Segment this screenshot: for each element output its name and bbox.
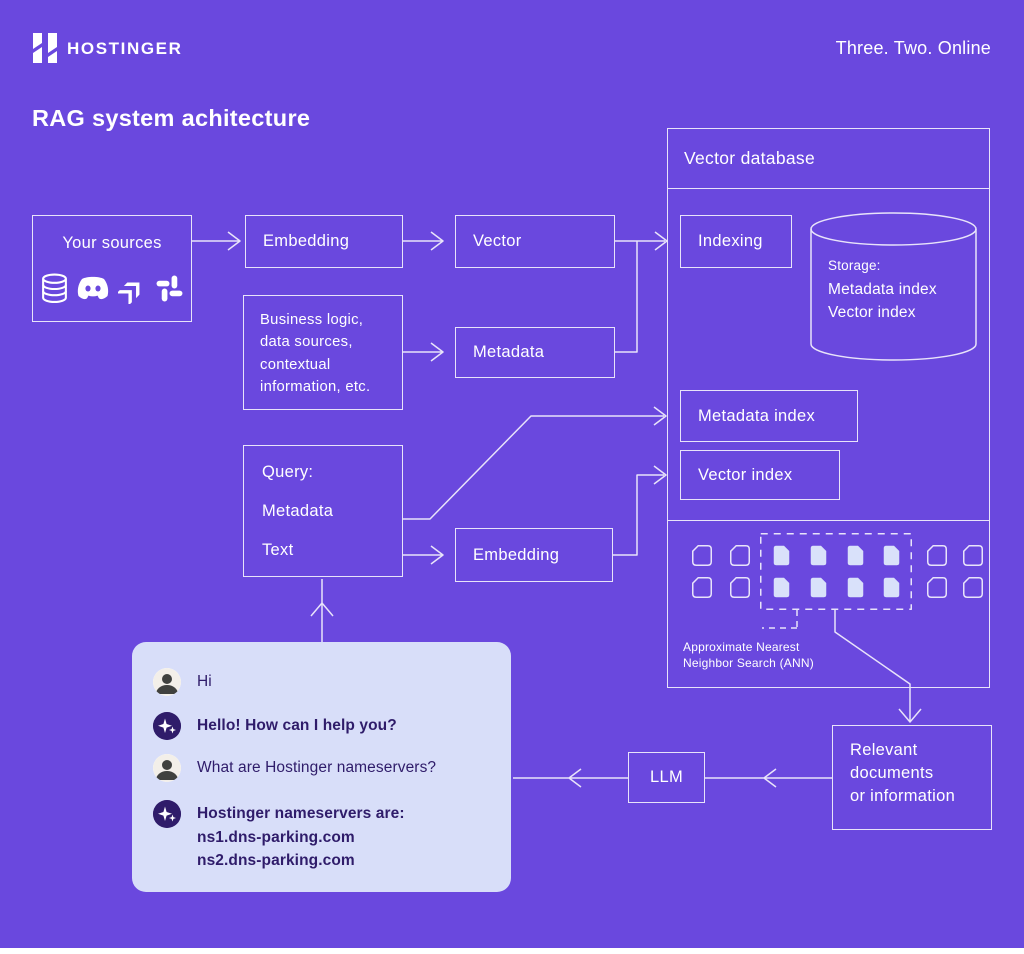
chat-text: Hi	[197, 673, 212, 690]
query-line: Metadata	[262, 502, 334, 520]
ann-label-line: Approximate Nearest	[683, 640, 800, 654]
chat-text-line: Hostinger nameservers are:	[197, 805, 405, 822]
chat-text	[197, 800, 405, 873]
arrow-business-to-metadata	[403, 343, 443, 361]
node-metadata-index	[680, 390, 858, 442]
ai-sparkle-icon	[153, 712, 181, 740]
node-your-sources	[32, 215, 192, 322]
vector-label: Vector	[473, 232, 522, 250]
node-metadata	[455, 327, 615, 378]
relevant-line: documents	[850, 764, 934, 782]
chat-text-line: ns1.dns-parking.com	[197, 828, 355, 846]
user-avatar	[153, 754, 181, 782]
storage-vector-index: Vector index	[828, 304, 916, 321]
arrow-vector-to-indexing	[615, 232, 667, 250]
arrow-embedding-to-vector	[403, 232, 443, 250]
arrow-llm-to-chat	[513, 769, 628, 787]
hostinger-logo-icon	[32, 33, 58, 63]
source-icons	[33, 273, 191, 304]
storage-label: Storage:	[828, 258, 881, 273]
relevant-line: or information	[850, 787, 956, 805]
business-logic-line: data sources,	[260, 334, 353, 351]
chat-text-line: ns2.dns-parking.com	[197, 852, 355, 869]
chat-text: What are Hostinger nameservers?	[197, 759, 437, 776]
metadata-label: Metadata	[473, 343, 545, 361]
business-logic-line: contextual	[260, 356, 331, 373]
chat-message-user	[153, 754, 436, 782]
chat-message-user	[153, 668, 212, 696]
arrow-embedding-to-vector-index	[613, 466, 666, 555]
node-embedding-query	[455, 528, 613, 582]
tagline: Three. Two. Online	[835, 38, 991, 58]
database-icon	[41, 273, 68, 304]
llm-label: LLM	[650, 768, 683, 786]
vector-index-label: Vector index	[698, 465, 793, 484]
arrow-chat-to-query	[311, 579, 333, 642]
node-query	[243, 445, 403, 577]
arrow-sources-to-embedding	[192, 232, 240, 250]
discord-icon	[75, 275, 111, 303]
vector-database-title: Vector database	[668, 129, 989, 189]
page-title: RAG system achitecture	[32, 105, 311, 131]
node-relevant-documents	[832, 725, 992, 830]
slack-icon	[155, 274, 184, 303]
embedding-query-label: Embedding	[473, 545, 560, 564]
chat-panel	[132, 642, 511, 892]
vector-database-divider	[667, 520, 990, 521]
arrow-relevant-to-llm	[705, 769, 832, 787]
chat-text: Hello! How can I help you?	[197, 717, 397, 734]
storage-metadata-index: Metadata index	[828, 281, 937, 298]
business-logic-line: Business logic,	[260, 312, 364, 328]
arrow-query-to-metadata-index	[403, 407, 666, 519]
bottom-margin	[0, 948, 1024, 954]
relevant-line: Relevant	[850, 741, 918, 759]
indexing-label: Indexing	[698, 232, 763, 250]
line-metadata-merge	[615, 241, 637, 352]
query-line: Query:	[262, 463, 314, 481]
arrow-query-to-embedding	[403, 546, 443, 564]
query-line: Text	[262, 541, 294, 559]
user-avatar	[153, 668, 181, 696]
node-vector	[455, 215, 615, 268]
chat-message-assistant	[153, 712, 397, 740]
jira-icon	[118, 274, 148, 304]
business-logic-line: information, etc.	[260, 379, 371, 396]
embedding-label: Embedding	[263, 232, 350, 250]
chat-message-assistant	[153, 800, 405, 873]
node-vector-index	[680, 450, 840, 500]
your-sources-label: Your sources	[62, 234, 162, 252]
ai-sparkle-icon	[153, 800, 181, 828]
node-indexing	[680, 215, 792, 268]
node-llm	[628, 752, 705, 803]
ann-label-line: Neighbor Search (ANN)	[683, 655, 814, 670]
metadata-index-label: Metadata index	[698, 406, 816, 425]
ann-label	[683, 640, 814, 671]
node-business-logic	[243, 295, 403, 410]
brand-wordmark: HOSTINGER	[67, 39, 183, 58]
node-embedding	[245, 215, 403, 268]
